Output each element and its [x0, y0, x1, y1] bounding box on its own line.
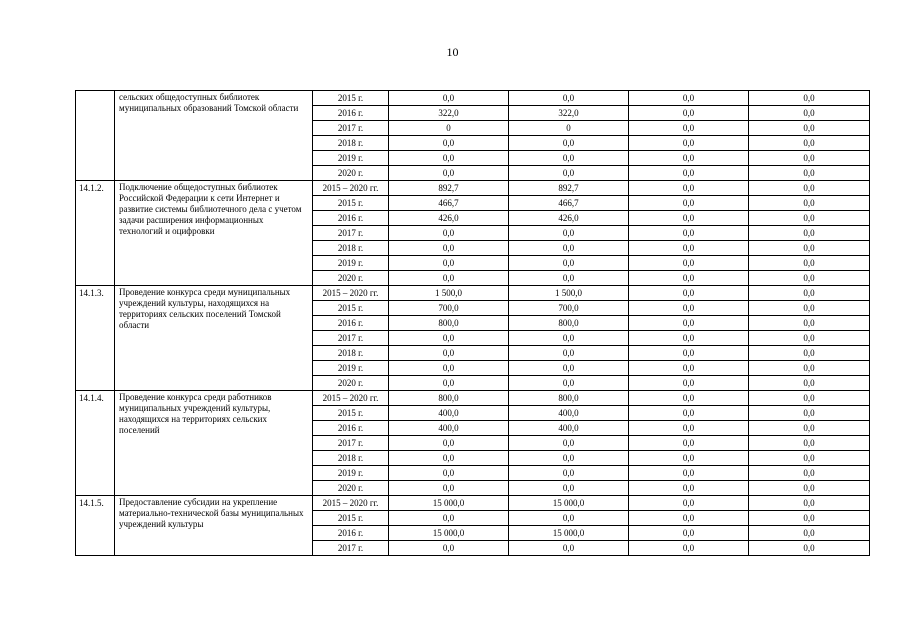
- funding-cell-4: 0,0: [749, 346, 870, 361]
- funding-cell-3: 0,0: [629, 466, 749, 481]
- activity-code: 14.1.3.: [76, 286, 115, 391]
- budget-funding-cell: 0,0: [509, 91, 629, 106]
- budget-funding-cell: 15 000,0: [509, 526, 629, 541]
- period-cell: 2018 г.: [313, 136, 389, 151]
- period-cell: 2019 г.: [313, 151, 389, 166]
- funding-cell-4: 0,0: [749, 196, 870, 211]
- funding-cell-4: 0,0: [749, 451, 870, 466]
- funding-cell-3: 0,0: [629, 481, 749, 496]
- total-funding-cell: 15 000,0: [389, 496, 509, 511]
- total-funding-cell: 0,0: [389, 376, 509, 391]
- period-cell: 2016 г.: [313, 316, 389, 331]
- total-funding-cell: 0,0: [389, 436, 509, 451]
- funding-cell-3: 0,0: [629, 91, 749, 106]
- budget-funding-cell: 1 500,0: [509, 286, 629, 301]
- total-funding-cell: 0,0: [389, 511, 509, 526]
- funding-cell-3: 0,0: [629, 226, 749, 241]
- total-funding-cell: 1 500,0: [389, 286, 509, 301]
- budget-funding-cell: 0,0: [509, 346, 629, 361]
- total-funding-cell: 0,0: [389, 451, 509, 466]
- funding-cell-4: 0,0: [749, 271, 870, 286]
- funding-cell-4: 0,0: [749, 481, 870, 496]
- funding-cell-3: 0,0: [629, 406, 749, 421]
- funding-cell-4: 0,0: [749, 406, 870, 421]
- budget-funding-cell: 0,0: [509, 451, 629, 466]
- total-funding-cell: 426,0: [389, 211, 509, 226]
- period-cell: 2017 г.: [313, 541, 389, 556]
- period-cell: 2017 г.: [313, 121, 389, 136]
- period-cell: 2015 г.: [313, 196, 389, 211]
- total-funding-cell: 0,0: [389, 541, 509, 556]
- funding-cell-3: 0,0: [629, 301, 749, 316]
- funding-cell-4: 0,0: [749, 511, 870, 526]
- budget-funding-cell: 0,0: [509, 511, 629, 526]
- funding-cell-4: 0,0: [749, 376, 870, 391]
- funding-cell-4: 0,0: [749, 211, 870, 226]
- table-row: [76, 181, 870, 196]
- budget-table-body: [76, 91, 870, 556]
- period-cell: 2018 г.: [313, 346, 389, 361]
- activity-name: Подключение общедоступных библиотек Российской Федерации к сети Интернет и развитие системы библиотечного дела с учетом задачи расширения информационных технологий и оцифровки: [115, 181, 313, 286]
- total-funding-cell: 700,0: [389, 301, 509, 316]
- total-funding-cell: 0,0: [389, 466, 509, 481]
- funding-cell-3: 0,0: [629, 511, 749, 526]
- total-funding-cell: 0,0: [389, 136, 509, 151]
- budget-funding-cell: 426,0: [509, 211, 629, 226]
- total-funding-cell: 0,0: [389, 256, 509, 271]
- budget-funding-cell: 0,0: [509, 361, 629, 376]
- period-cell: 2020 г.: [313, 481, 389, 496]
- activity-name: сельских общедоступных библиотек муниципальных образований Томской области: [115, 91, 313, 181]
- total-funding-cell: 0,0: [389, 331, 509, 346]
- funding-cell-3: 0,0: [629, 211, 749, 226]
- period-cell: 2018 г.: [313, 241, 389, 256]
- funding-cell-3: 0,0: [629, 331, 749, 346]
- funding-cell-3: 0,0: [629, 166, 749, 181]
- table-row: [76, 91, 870, 106]
- total-funding-cell: 800,0: [389, 391, 509, 406]
- budget-funding-cell: 400,0: [509, 421, 629, 436]
- funding-cell-3: 0,0: [629, 121, 749, 136]
- funding-cell-3: 0,0: [629, 541, 749, 556]
- funding-cell-3: 0,0: [629, 436, 749, 451]
- period-cell: 2017 г.: [313, 436, 389, 451]
- budget-funding-cell: 700,0: [509, 301, 629, 316]
- budget-funding-cell: 0,0: [509, 331, 629, 346]
- funding-cell-4: 0,0: [749, 151, 870, 166]
- funding-cell-4: 0,0: [749, 241, 870, 256]
- funding-cell-3: 0,0: [629, 376, 749, 391]
- budget-funding-cell: 800,0: [509, 391, 629, 406]
- total-funding-cell: 800,0: [389, 316, 509, 331]
- period-cell: 2015 – 2020 гг.: [313, 286, 389, 301]
- period-cell: 2015 – 2020 гг.: [313, 181, 389, 196]
- budget-funding-cell: 0,0: [509, 151, 629, 166]
- period-cell: 2015 г.: [313, 511, 389, 526]
- budget-funding-cell: 0,0: [509, 541, 629, 556]
- period-cell: 2019 г.: [313, 361, 389, 376]
- budget-funding-cell: 466,7: [509, 196, 629, 211]
- funding-cell-4: 0,0: [749, 361, 870, 376]
- period-cell: 2015 г.: [313, 406, 389, 421]
- budget-funding-cell: 0,0: [509, 466, 629, 481]
- period-cell: 2015 – 2020 гг.: [313, 496, 389, 511]
- total-funding-cell: 466,7: [389, 196, 509, 211]
- funding-cell-3: 0,0: [629, 421, 749, 436]
- budget-funding-cell: 322,0: [509, 106, 629, 121]
- activity-code: 14.1.5.: [76, 496, 115, 556]
- funding-cell-4: 0,0: [749, 391, 870, 406]
- funding-cell-3: 0,0: [629, 496, 749, 511]
- activity-code: [76, 91, 115, 181]
- funding-cell-4: 0,0: [749, 466, 870, 481]
- funding-cell-3: 0,0: [629, 316, 749, 331]
- funding-cell-3: 0,0: [629, 256, 749, 271]
- total-funding-cell: 400,0: [389, 406, 509, 421]
- funding-cell-4: 0,0: [749, 166, 870, 181]
- budget-funding-cell: 15 000,0: [509, 496, 629, 511]
- budget-funding-cell: 0,0: [509, 256, 629, 271]
- funding-cell-3: 0,0: [629, 106, 749, 121]
- total-funding-cell: 15 000,0: [389, 526, 509, 541]
- budget-funding-cell: 0,0: [509, 241, 629, 256]
- total-funding-cell: 0,0: [389, 91, 509, 106]
- activity-name: Проведение конкурса среди работников муниципальных учреждений культуры, находящихся на территориях сельских поселений: [115, 391, 313, 496]
- budget-funding-cell: 0: [509, 121, 629, 136]
- total-funding-cell: 0,0: [389, 151, 509, 166]
- total-funding-cell: 400,0: [389, 421, 509, 436]
- budget-funding-cell: 892,7: [509, 181, 629, 196]
- period-cell: 2016 г.: [313, 526, 389, 541]
- funding-cell-4: 0,0: [749, 226, 870, 241]
- funding-cell-4: 0,0: [749, 436, 870, 451]
- total-funding-cell: 0,0: [389, 361, 509, 376]
- funding-cell-4: 0,0: [749, 496, 870, 511]
- budget-table: [75, 90, 870, 556]
- total-funding-cell: 892,7: [389, 181, 509, 196]
- activity-code: 14.1.2.: [76, 181, 115, 286]
- period-cell: 2020 г.: [313, 376, 389, 391]
- funding-cell-3: 0,0: [629, 181, 749, 196]
- period-cell: 2016 г.: [313, 421, 389, 436]
- activity-name: Предоставление субсидии на укрепление материально-технической базы муниципальных учреждений культуры: [115, 496, 313, 556]
- total-funding-cell: 0,0: [389, 271, 509, 286]
- total-funding-cell: 0: [389, 121, 509, 136]
- budget-funding-cell: 0,0: [509, 226, 629, 241]
- funding-cell-4: 0,0: [749, 181, 870, 196]
- period-cell: 2015 г.: [313, 301, 389, 316]
- budget-funding-cell: 0,0: [509, 436, 629, 451]
- budget-funding-cell: 800,0: [509, 316, 629, 331]
- period-cell: 2015 – 2020 гг.: [313, 391, 389, 406]
- funding-cell-4: 0,0: [749, 526, 870, 541]
- activity-code: 14.1.4.: [76, 391, 115, 496]
- period-cell: 2015 г.: [313, 91, 389, 106]
- period-cell: 2016 г.: [313, 211, 389, 226]
- period-cell: 2019 г.: [313, 256, 389, 271]
- total-funding-cell: 0,0: [389, 346, 509, 361]
- table-row: [76, 391, 870, 406]
- funding-cell-4: 0,0: [749, 541, 870, 556]
- funding-cell-4: 0,0: [749, 301, 870, 316]
- period-cell: 2017 г.: [313, 331, 389, 346]
- funding-cell-3: 0,0: [629, 151, 749, 166]
- period-cell: 2018 г.: [313, 451, 389, 466]
- budget-funding-cell: 0,0: [509, 166, 629, 181]
- funding-cell-4: 0,0: [749, 136, 870, 151]
- funding-cell-4: 0,0: [749, 331, 870, 346]
- total-funding-cell: 0,0: [389, 241, 509, 256]
- funding-cell-3: 0,0: [629, 196, 749, 211]
- funding-cell-4: 0,0: [749, 121, 870, 136]
- period-cell: 2017 г.: [313, 226, 389, 241]
- funding-cell-3: 0,0: [629, 451, 749, 466]
- funding-cell-3: 0,0: [629, 271, 749, 286]
- funding-cell-4: 0,0: [749, 91, 870, 106]
- budget-funding-cell: 0,0: [509, 271, 629, 286]
- funding-cell-4: 0,0: [749, 286, 870, 301]
- period-cell: 2019 г.: [313, 466, 389, 481]
- funding-cell-3: 0,0: [629, 361, 749, 376]
- total-funding-cell: 0,0: [389, 481, 509, 496]
- period-cell: 2020 г.: [313, 271, 389, 286]
- funding-cell-3: 0,0: [629, 346, 749, 361]
- funding-cell-3: 0,0: [629, 526, 749, 541]
- total-funding-cell: 0,0: [389, 166, 509, 181]
- period-cell: 2016 г.: [313, 106, 389, 121]
- funding-cell-4: 0,0: [749, 106, 870, 121]
- funding-cell-4: 0,0: [749, 316, 870, 331]
- budget-funding-cell: 0,0: [509, 376, 629, 391]
- budget-funding-cell: 0,0: [509, 136, 629, 151]
- budget-funding-cell: 400,0: [509, 406, 629, 421]
- funding-cell-3: 0,0: [629, 241, 749, 256]
- table-row: [76, 496, 870, 511]
- period-cell: 2020 г.: [313, 166, 389, 181]
- funding-cell-3: 0,0: [629, 136, 749, 151]
- total-funding-cell: 322,0: [389, 106, 509, 121]
- total-funding-cell: 0,0: [389, 226, 509, 241]
- page-number: 10: [446, 45, 459, 59]
- funding-cell-3: 0,0: [629, 391, 749, 406]
- table-row: [76, 286, 870, 301]
- funding-cell-4: 0,0: [749, 421, 870, 436]
- funding-cell-3: 0,0: [629, 286, 749, 301]
- budget-funding-cell: 0,0: [509, 481, 629, 496]
- activity-name: Проведение конкурса среди муниципальных учреждений культуры, находящихся на территориях сельских поселений Томской области: [115, 286, 313, 391]
- funding-cell-4: 0,0: [749, 256, 870, 271]
